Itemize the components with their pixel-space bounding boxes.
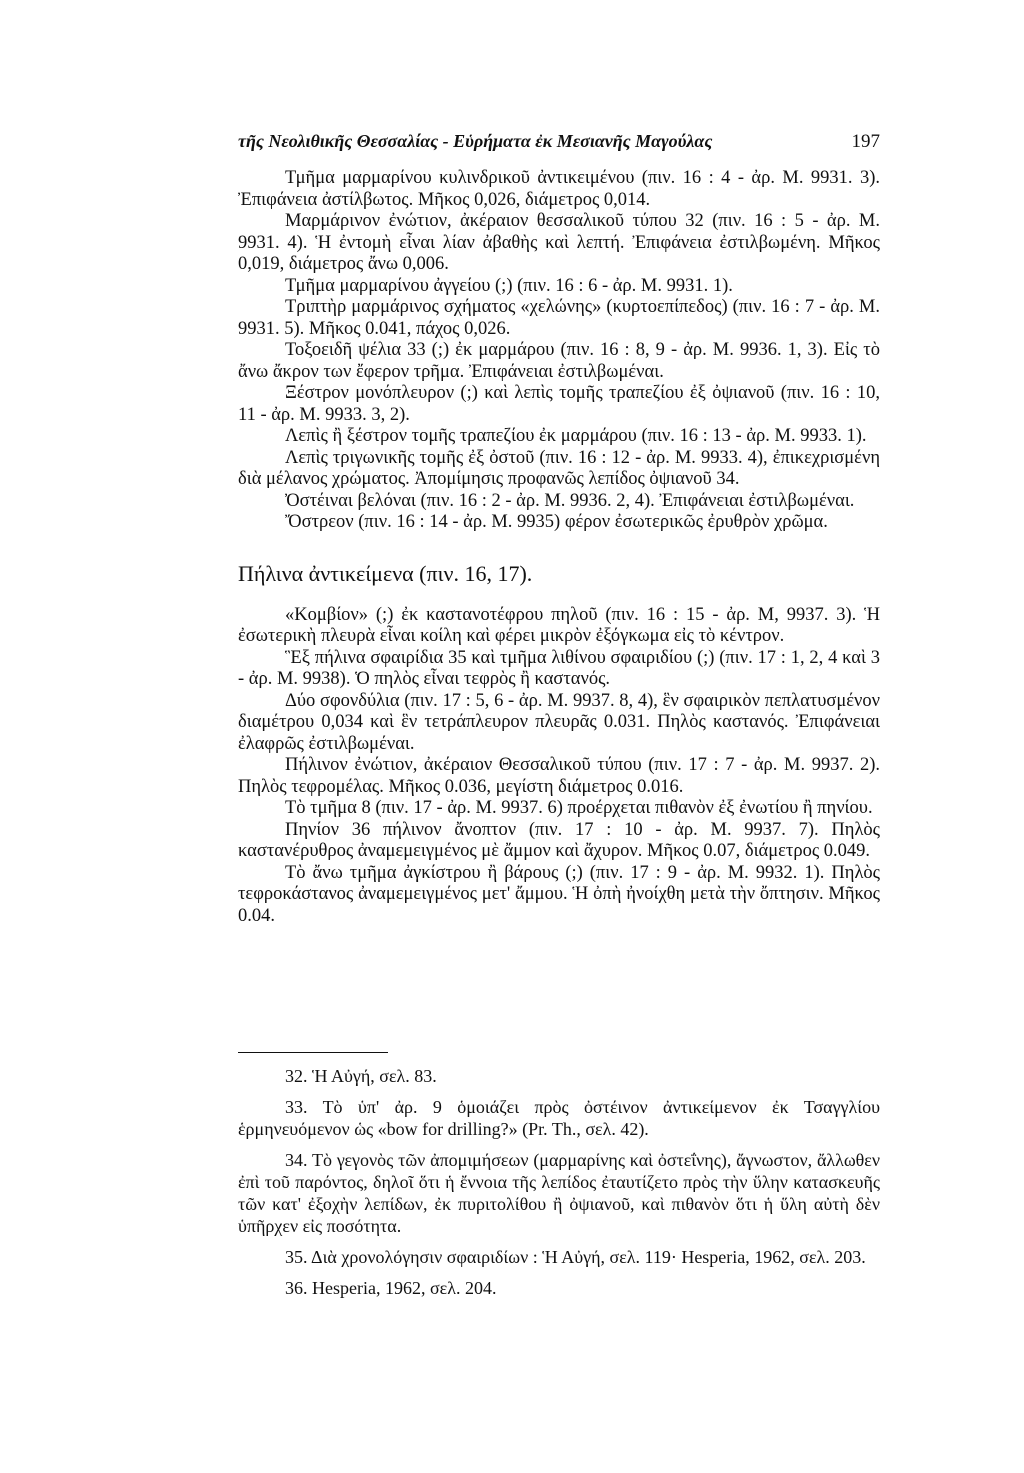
paragraph: Τριπτὴρ μαρμάρινος σχήματος «χελώνης» (κυρτοεπίπεδος) (πιν. 16 : 7 - ἀρ. Μ. 9931. 5). Μῆκος 0.041, πάχος 0,026.	[238, 297, 880, 339]
footnote: 36. Hesperia, 1962, σελ. 204.	[285, 1278, 497, 1298]
paragraph: Τὸ ἄνω τμῆμα ἀγκίστρου ἢ βάρους (;) (πιν. 17 : 9 - ἀρ. Μ. 9932. 1). Πηλὸς τεφροκάστανος ἀναμεμειγμένος μετ' ἄμμου. Ἡ ὀπὴ ἠνοίχθη μετὰ τὴν ὄπτησιν. Μῆκος 0.04.	[238, 862, 880, 926]
footnotes	[238, 1065, 880, 1308]
paragraph: Τοξοειδῆ ψέλια 33 (;) ἐκ μαρμάρου (πιν. 16 : 8, 9 - ἀρ. Μ. 9936. 1, 3). Εἰς τὸ ἄνω ἄκρον των ἔφερον τρῆμα. Ἐπιφάνειαι ἐστιλβωμέναι.	[238, 340, 880, 382]
paragraph: Μαρμάρινον ἐνώτιον, ἀκέραιον θεσσαλικοῦ τύπου 32 (πιν. 16 : 5 - ἀρ. Μ. 9931. 4). Ἡ ἐντομὴ εἶναι λίαν ἀβαθὴς καὶ λεπτή. Ἐπιφάνεια ἐστιλβωμένη. Μῆκος 0,019, διάμετρος ἄνω 0,006.	[238, 211, 880, 274]
paragraph: Λεπὶς ἢ ξέστρον τομῆς τραπεζίου ἐκ μαρμάρου (πιν. 16 : 13 - ἀρ. Μ. 9933. 1).	[285, 426, 867, 446]
paragraph: Ὀστέιναι βελόναι (πιν. 16 : 2 - ἀρ. Μ. 9936. 2, 4). Ἐπιφάνειαι ἐστιλβωμέναι.	[285, 490, 855, 511]
paragraph: Τὸ τμῆμα 8 (πιν. 17 - ἀρ. Μ. 9937. 6) προέρχεται πιθανὸν ἐξ ἐνωτίου ἢ πηνίου.	[285, 798, 873, 818]
paragraph: Τμῆμα μαρμαρίνου κυλινδρικοῦ ἀντικειμένου (πιν. 16 : 4 - ἀρ. Μ. 9931. 3). Ἐπιφάνεια ἀστίλβωτος. Μῆκος 0,026, διάμετρος 0,014.	[238, 168, 880, 210]
paragraph: Πήλινον ἐνώτιον, ἀκέραιον Θεσσαλικοῦ τύπου (πιν. 17 : 7 - ἀρ. Μ. 9937. 2). Πηλὸς τεφρομέλας. Μῆκος 0.036, μεγίστη διάμετρος 0.016.	[238, 755, 880, 797]
footnote: 33. Τὸ ὑπ' ἀρ. 9 ὁμοιάζει πρὸς ὀστέινον ἀντικείμενον ἐκ Τσαγγλίου ἑρμηνευόμενον ὡς «bow for drilling?» (Pr. Th., σελ. 42).	[238, 1097, 880, 1139]
footnote: 35. Διὰ χρονολόγησιν σφαιριδίων : Ἡ Αὐγή, σελ. 119· Hesperia, 1962, σελ. 203.	[285, 1247, 866, 1267]
paragraph: Ἓξ πήλινα σφαιρίδια 35 καὶ τμῆμα λιθίνου σφαιριδίου (;) (πιν. 17 : 1, 2, 4 καὶ 3 - ἀρ. Μ. 9938). Ὁ πηλὸς εἶναι τεφρὸς ἢ καστανός.	[238, 647, 880, 689]
page-header	[238, 131, 880, 153]
main-text	[238, 168, 880, 927]
paragraph: Ξέστρον μονόπλευρον (;) καὶ λεπὶς τομῆς τραπεζίου ἐξ ὀψιανοῦ (πιν. 16 : 10, 11 - ἀρ. Μ. 9933. 3, 2).	[238, 383, 880, 425]
paragraph: Τμῆμα μαρμαρίνου ἀγγείου (;) (πιν. 16 : 6 - ἀρ. Μ. 9931. 1).	[285, 275, 733, 296]
paragraph: Ὄστρεον (πιν. 16 : 14 - ἀρ. Μ. 9935) φέρον ἐσωτερικῶς ἐρυθρὸν χρῶμα.	[285, 512, 828, 532]
paragraph: Δύο σφονδύλια (πιν. 17 : 5, 6 - ἀρ. Μ. 9937. 8, 4), ἓν σφαιρικὸν πεπλατυσμένον διαμέτρου 0,034 καὶ ἓν τετράπλευρον πλευρᾶς 0.031. Πηλὸς καστανός. Ἐπιφάνειαι ἐλαφρῶς ἐστιλβωμέναι.	[238, 690, 880, 754]
running-title: τῆς Νεολιθικῆς Θεσσαλίας - Εὑρήματα ἐκ Μεσιανῆς Μαγούλας	[238, 131, 713, 151]
paragraph: Πηνίον 36 πήλινον ἄνοπτον (πιν. 17 : 10 - ἀρ. Μ. 9937. 7). Πηλὸς καστανέρυθρος ἀναμεμειγμένος μὲ ἄμμον καὶ ἄχυρον. Μῆκος 0.07, διάμετρος 0.049.	[238, 819, 880, 861]
footnote: 32. Ἡ Αὐγή, σελ. 83.	[285, 1066, 437, 1086]
paragraph: Λεπὶς τριγωνικῆς τομῆς ἐξ ὀστοῦ (πιν. 16 : 12 - ἀρ. Μ. 9933. 4), ἐπικεχρισμένη διὰ μέλανος χρώματος. Ἀπομίμησις προφανῶς λεπίδος ὀψιανοῦ 34.	[238, 447, 880, 489]
footnote-divider	[238, 1052, 388, 1053]
footnote: 34. Τὸ γεγονὸς τῶν ἀπομιμήσεων (μαρμαρίνης καὶ ὀστεΐνης), ἄγνωστον, ἄλλωθεν ἐπὶ τοῦ παρόντος, δηλοῖ ὅτι ἡ ἔννοια τῆς λεπίδος ἐταυτίζετο πρὸς τὴν ὕλην κατασκευῆς τῶν κατ' ἐξοχὴν λεπίδων, ἐκ πυριτολίθου ἢ ὀψιανοῦ, καὶ πιθανὸν ὅτι ἡ ὕλη αὐτὴ δὲν ὑπῆρχεν εἰς ποσότητα.	[238, 1150, 880, 1236]
page-number: 197	[851, 131, 880, 152]
paragraph: «Κομβίον» (;) ἐκ καστανοτέφρου πηλοῦ (πιν. 16 : 15 - ἀρ. Μ, 9937. 3). Ἡ ἐσωτερικὴ πλευρὰ εἶναι κοίλη καὶ φέρει μικρὸν ἐξόγκωμα εἰς τὸ κέντρον.	[238, 604, 880, 646]
section-heading: Πήλινα ἀντικείμενα (πιν. 16, 17).	[238, 560, 533, 586]
